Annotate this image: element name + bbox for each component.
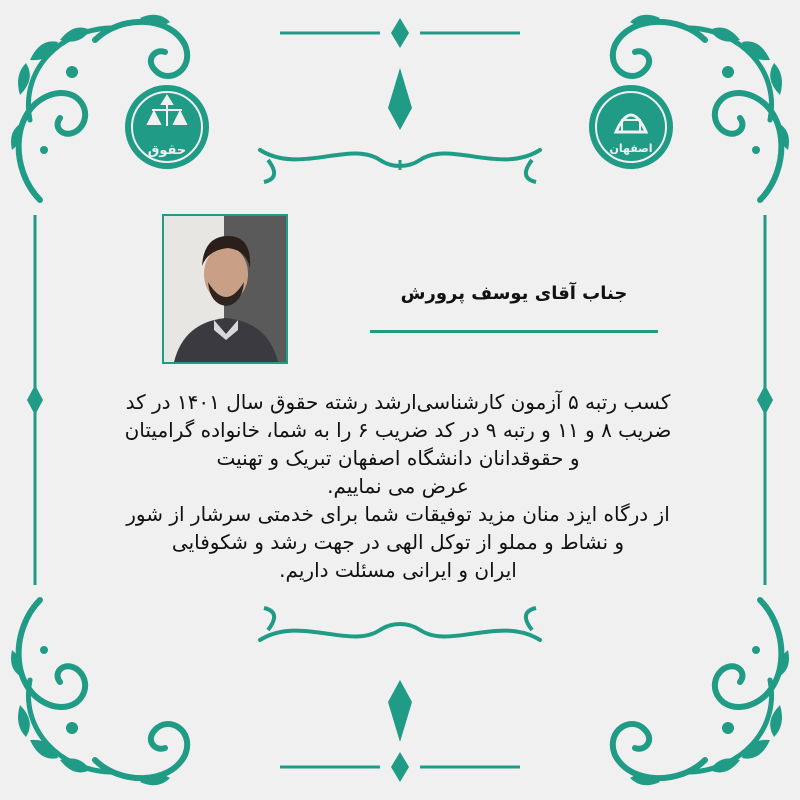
honoree-name-block xyxy=(370,282,658,306)
message-line: و حقوقدانان دانشگاه اصفهان تبریک و تهنیت xyxy=(216,446,580,470)
honoree-name: جناب آقای یوسف پرورش xyxy=(400,283,628,304)
message-line: از درگاه ایزد منان مزید توفیقات شما برای خدمتی سرشار از شور xyxy=(126,502,670,526)
message-line: ایران و ایرانی مسئلت داریم. xyxy=(279,558,517,582)
law-faculty-logo xyxy=(122,82,212,172)
congratulation-message xyxy=(78,388,718,584)
name-underline xyxy=(370,330,658,333)
person-silhouette-icon xyxy=(164,216,286,362)
message-line: عرض می نماییم. xyxy=(327,474,469,498)
message-line: و نشاط و مملو از توکل الهی در جهت رشد و شکوفایی xyxy=(171,530,625,554)
law-logo-text: حقوق xyxy=(147,143,187,158)
message-line: کسب رتبه ۵ آزمون کارشناسی‌ارشد رشته حقوق سال ۱۴۰۱ در کد xyxy=(125,390,671,414)
message-line: ضریب ۸ و ۱۱ و رتبه ۹ در کد ضریب ۶ را به شما، خانواده گرامیتان xyxy=(124,418,672,442)
portrait-photo xyxy=(162,214,288,364)
university-logo-text: اصفهان xyxy=(609,142,653,155)
university-logo xyxy=(586,82,676,172)
